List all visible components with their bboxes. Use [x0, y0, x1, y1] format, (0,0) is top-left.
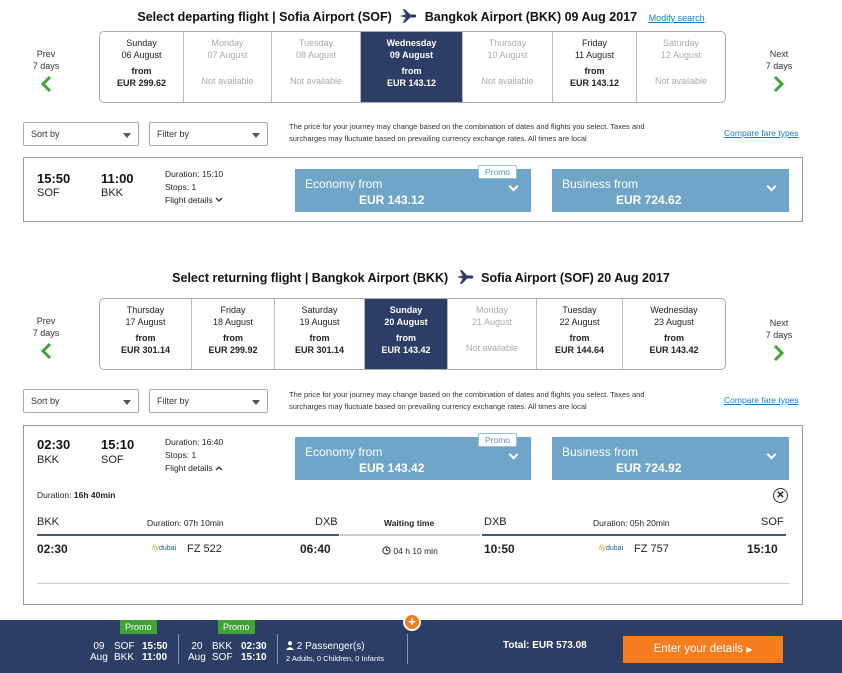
- chevron-left-icon: [40, 76, 52, 92]
- outbound-day: 09: [93, 641, 105, 652]
- outbound-to: BKK: [114, 652, 135, 663]
- date-option-20-august[interactable]: [365, 299, 448, 369]
- duration-value: 15:10: [201, 169, 224, 179]
- inbound-dep-time: 02:30: [241, 641, 267, 652]
- filter-select-value: Filter by: [157, 129, 190, 139]
- date-date: 07 August: [207, 50, 248, 60]
- duration-label: Duration:: [165, 437, 200, 447]
- waiting-line: [340, 534, 480, 536]
- date-date: 06 August: [121, 50, 162, 60]
- outbound-title: [0, 9, 842, 24]
- leg1-flight-number: FZ 522: [187, 543, 222, 555]
- enter-details-button[interactable]: [623, 636, 783, 663]
- from-label: from: [309, 333, 330, 343]
- chevron-down-icon: [215, 197, 223, 203]
- date-day: Friday: [581, 38, 607, 48]
- business-fare-button[interactable]: [552, 437, 789, 480]
- prev-sub-label: 7 days: [32, 61, 60, 71]
- economy-fare-label: Economy from: [305, 177, 383, 191]
- promo-tag: Promo: [478, 433, 517, 447]
- enter-details-label: Enter your details: [653, 643, 744, 655]
- chevron-up-icon: [215, 465, 223, 471]
- caret-right-icon: ▶: [746, 645, 753, 654]
- from-label: from: [569, 333, 590, 343]
- chevron-left-icon: [40, 343, 52, 359]
- airline-logo-part-b: dubai: [606, 545, 624, 552]
- inbound-date: [188, 641, 206, 663]
- leg1-departure-time: 02:30: [37, 542, 68, 556]
- prev-sub-label: 7 days: [32, 328, 60, 338]
- outbound-filter-select[interactable]: [149, 122, 268, 146]
- date-option-11-august[interactable]: [553, 32, 637, 102]
- duration-value: 16:40: [201, 437, 224, 447]
- date-option-09-august[interactable]: [361, 32, 463, 102]
- stops-label: Stops:: [165, 182, 190, 192]
- date-day: Thursday: [488, 38, 527, 48]
- date-day: Saturday: [301, 305, 338, 315]
- passenger-count: [286, 641, 384, 652]
- leg2-duration-value: 05h 20min: [629, 518, 670, 528]
- date-option-08-august: [272, 32, 361, 102]
- leg2-origin: DXB: [484, 516, 507, 528]
- outbound-title-destination: Bangkok Airport (BKK) 09 Aug 2017: [424, 10, 638, 24]
- plane-icon: [399, 9, 417, 23]
- from-label: from: [131, 66, 152, 76]
- outbound-disclaimer: [289, 121, 709, 145]
- date-day: Monday: [475, 305, 509, 315]
- date-price: EUR 301.14: [294, 345, 345, 355]
- chevron-right-icon: [773, 345, 785, 361]
- caret-down-icon: [123, 133, 131, 138]
- plane-icon: [456, 270, 474, 284]
- prev-label: Prev: [36, 316, 56, 326]
- outbound-sort-select[interactable]: [23, 122, 139, 146]
- caret-down-icon: [252, 400, 260, 405]
- from-label: from: [396, 333, 416, 343]
- inbound-promo-badge: Promo: [218, 620, 255, 634]
- next-label: Next: [769, 49, 789, 59]
- chevron-down-icon: [509, 182, 519, 192]
- date-date: 17 August: [125, 317, 166, 327]
- outbound-title-origin: Select departing flight | Sofia Airport (SOF): [137, 10, 392, 24]
- chevron-down-icon: [767, 450, 777, 460]
- leg1-duration-label: Duration:: [147, 518, 182, 528]
- flight-meta: [165, 168, 223, 207]
- outbound-flight-card: [23, 157, 803, 222]
- passenger-breakdown: 2 Adults, 0 Children, 0 Infants: [286, 654, 384, 663]
- clock-icon: [382, 546, 391, 555]
- passenger-count-label: 2 Passenger(s): [296, 641, 365, 652]
- leg2-flight-number: FZ 757: [634, 543, 669, 555]
- inbound-title: [0, 270, 842, 285]
- arrival-time: 11:00: [101, 171, 134, 186]
- chevron-down-icon: [767, 182, 777, 192]
- from-label: from: [401, 66, 422, 76]
- outbound-promo-badge: Promo: [120, 620, 157, 634]
- date-price: EUR 301.14: [120, 345, 171, 355]
- date-day: Monday: [211, 38, 244, 48]
- summary-divider: [277, 634, 278, 664]
- duration-row: [165, 436, 223, 449]
- date-date: 10 August: [487, 50, 528, 60]
- inbound-next-button[interactable]: [754, 317, 804, 361]
- date-date: 08 August: [295, 50, 337, 60]
- inbound-title-origin: Select returning flight | Bangkok Airport (BKK): [172, 271, 449, 285]
- disclaimer-line-2: surcharges may fluctuate based on prevailing currency exchange rates. All times are local: [289, 134, 587, 143]
- stops-value: 1: [191, 182, 197, 192]
- stops-row: [165, 449, 223, 462]
- prev-label: Prev: [36, 49, 56, 59]
- inbound-route: [212, 641, 233, 663]
- date-date: 11 August: [574, 50, 615, 60]
- person-icon: [286, 641, 294, 650]
- from-label: from: [223, 333, 243, 343]
- inbound-arr-time: 15:10: [241, 652, 267, 663]
- waiting-time-value: 04 h 10 min: [393, 546, 438, 556]
- leg1-origin: BKK: [37, 516, 60, 528]
- date-price: EUR 143.42: [381, 345, 431, 355]
- arrival-airport: SOF: [101, 454, 124, 466]
- not-available-label: Not available: [465, 343, 519, 353]
- total-duration: [37, 490, 115, 500]
- date-option-10-august: [463, 32, 553, 102]
- business-fare-button[interactable]: [552, 169, 789, 212]
- next-sub-label: 7 days: [765, 330, 793, 340]
- filter-select-value: Filter by: [157, 396, 190, 406]
- economy-fare-price: EUR 143.12: [359, 193, 425, 207]
- airline-logo-part-a: fly: [599, 545, 606, 552]
- date-date: 20 August: [384, 317, 428, 327]
- date-day: Wednesday: [386, 38, 437, 48]
- duration-row: [165, 168, 223, 181]
- total-duration-label: Duration:: [37, 490, 72, 500]
- date-day: Sunday: [389, 305, 423, 315]
- date-date: 12 August: [660, 50, 702, 60]
- outbound-dep-time: 15:50: [142, 641, 168, 652]
- summary-divider: [407, 634, 408, 664]
- date-price: EUR 299.92: [208, 345, 258, 355]
- flydubai-logo: [599, 545, 623, 552]
- inbound-sort-select[interactable]: [23, 389, 139, 413]
- departure-time: 15:50: [37, 171, 71, 186]
- inbound-to: SOF: [212, 652, 233, 663]
- caret-down-icon: [123, 400, 131, 405]
- from-label: from: [664, 333, 684, 343]
- inbound-title-destination: Sofia Airport (SOF) 20 Aug 2017: [481, 271, 670, 285]
- inbound-times: [241, 641, 267, 663]
- date-price: EUR 143.42: [649, 345, 699, 355]
- date-option-07-august: [184, 32, 272, 102]
- flight-details-label: Flight details: [165, 463, 213, 473]
- not-available-label: Not available: [201, 76, 254, 86]
- outbound-next-button[interactable]: [754, 48, 804, 92]
- caret-down-icon: [252, 133, 260, 138]
- outbound-route: [114, 641, 135, 663]
- date-day: Tuesday: [298, 38, 334, 48]
- outbound-arr-time: 11:00: [142, 652, 168, 663]
- inbound-from: BKK: [212, 641, 233, 652]
- duration-label: Duration:: [165, 169, 200, 179]
- date-option-06-august[interactable]: [100, 32, 184, 102]
- economy-fare-price: EUR 143.42: [359, 461, 425, 475]
- disclaimer-line-1: The price for your journey may change based on the combination of dates and flights you select. Taxes and: [289, 390, 645, 399]
- waiting-time-label: Waiting time: [384, 518, 435, 528]
- airline-logo-part-b: dubai: [159, 545, 177, 552]
- date-price: EUR 143.12: [386, 78, 437, 88]
- outbound-date: [90, 641, 108, 663]
- inbound-disclaimer: [289, 389, 709, 413]
- date-date: 19 August: [299, 317, 340, 327]
- date-price: EUR 299.62: [116, 78, 167, 88]
- disclaimer-line-2: surcharges may fluctuate based on prevailing currency exchange rates. All times are local: [289, 402, 587, 411]
- flight-details-toggle[interactable]: [165, 194, 223, 207]
- total-duration-value: 16h 40min: [73, 490, 116, 500]
- leg2-duration-label: Duration:: [593, 518, 628, 528]
- modify-search-link[interactable]: Modify search: [648, 13, 705, 23]
- chevron-down-icon: [509, 450, 519, 460]
- date-day: Tuesday: [562, 305, 597, 315]
- airline-logo-part-a: fly: [152, 545, 159, 552]
- chevron-right-icon: [773, 76, 785, 92]
- from-label: from: [584, 66, 605, 76]
- inbound-flight-card: [23, 425, 803, 605]
- inbound-filter-select[interactable]: [149, 389, 268, 413]
- outbound-from: SOF: [114, 641, 135, 652]
- date-option-17-august[interactable]: [100, 299, 192, 369]
- arrival-time: 15:10: [101, 437, 135, 452]
- inbound-day: 20: [191, 641, 203, 652]
- from-label: from: [135, 333, 156, 343]
- flydubai-logo: [152, 545, 176, 552]
- business-fare-price: EUR 724.92: [616, 461, 682, 475]
- inbound-prev-button[interactable]: [21, 315, 71, 359]
- date-date: 18 August: [212, 317, 254, 327]
- total-price: Total: EUR 573.08: [503, 640, 587, 651]
- business-fare-price: EUR 724.62: [616, 193, 682, 207]
- leg2-duration: [593, 518, 670, 528]
- date-option-21-august: [448, 299, 537, 369]
- date-price: EUR 143.12: [569, 78, 620, 88]
- passenger-summary: [286, 641, 384, 664]
- leg2-arrival-time: 15:10: [747, 542, 778, 556]
- date-date: 22 August: [559, 317, 600, 327]
- outbound-date-strip: [99, 31, 726, 103]
- flight-details-label: Flight details: [165, 195, 213, 205]
- inbound-month: Aug: [188, 652, 206, 663]
- leg1-arrival-time: 06:40: [300, 542, 331, 556]
- leg1-duration-value: 07h 10min: [183, 518, 224, 528]
- business-fare-label: Business from: [562, 445, 639, 459]
- business-fare-label: Business from: [562, 177, 639, 191]
- arrival-airport: BKK: [101, 187, 124, 199]
- date-day: Wednesday: [650, 305, 698, 315]
- outbound-prev-button[interactable]: [21, 48, 71, 92]
- close-details-button[interactable]: ✕: [773, 488, 788, 503]
- stops-label: Stops:: [165, 450, 190, 460]
- sort-select-value: Sort by: [31, 396, 60, 406]
- inbound-compare-fares-link[interactable]: Compare fare types: [724, 395, 799, 405]
- leg2-departure-time: 10:50: [484, 542, 515, 556]
- detail-divider: [37, 583, 789, 584]
- not-available-label: Not available: [481, 76, 534, 86]
- leg1-line: [37, 534, 339, 536]
- outbound-times: [142, 641, 168, 663]
- next-sub-label: 7 days: [765, 61, 793, 71]
- departure-airport: SOF: [37, 187, 60, 199]
- date-price: EUR 144.64: [554, 345, 605, 355]
- flight-meta: [165, 436, 223, 475]
- date-day: Saturday: [662, 38, 700, 48]
- leg1-destination: DXB: [315, 516, 338, 528]
- not-available-label: Not available: [654, 76, 708, 86]
- departure-time: 02:30: [37, 437, 71, 452]
- date-option-12-august: [637, 32, 725, 102]
- not-available-label: Not available: [289, 76, 343, 86]
- date-option-22-august[interactable]: [537, 299, 623, 369]
- next-label: Next: [769, 318, 789, 328]
- date-date: 23 August: [653, 317, 695, 327]
- date-option-18-august[interactable]: [192, 299, 275, 369]
- disclaimer-line-1: The price for your journey may change based on the combination of dates and flights you select. Taxes and: [289, 122, 645, 131]
- date-day: Thursday: [126, 305, 165, 315]
- date-day: Sunday: [126, 38, 157, 48]
- date-day: Friday: [220, 305, 246, 315]
- flight-details-toggle[interactable]: [165, 462, 223, 475]
- departure-airport: BKK: [37, 454, 60, 466]
- date-date: 09 August: [389, 50, 434, 60]
- stops-row: [165, 181, 223, 194]
- leg2-destination: SOF: [761, 516, 784, 528]
- waiting-time: [382, 546, 438, 556]
- economy-fare-label: Economy from: [305, 445, 383, 459]
- summary-divider: [178, 634, 179, 664]
- stops-value: 1: [191, 450, 197, 460]
- leg2-line: [482, 534, 786, 536]
- leg1-duration: [147, 518, 224, 528]
- sort-select-value: Sort by: [31, 129, 60, 139]
- outbound-compare-fares-link[interactable]: Compare fare types: [724, 128, 799, 138]
- inbound-date-strip: [99, 298, 726, 370]
- promo-tag: Promo: [478, 165, 517, 179]
- outbound-month: Aug: [90, 652, 108, 663]
- booking-summary-bar: [0, 614, 842, 673]
- date-option-19-august[interactable]: [275, 299, 365, 369]
- expand-summary-button[interactable]: +: [403, 613, 421, 631]
- date-option-23-august[interactable]: [623, 299, 725, 369]
- date-date: 21 August: [471, 317, 513, 327]
